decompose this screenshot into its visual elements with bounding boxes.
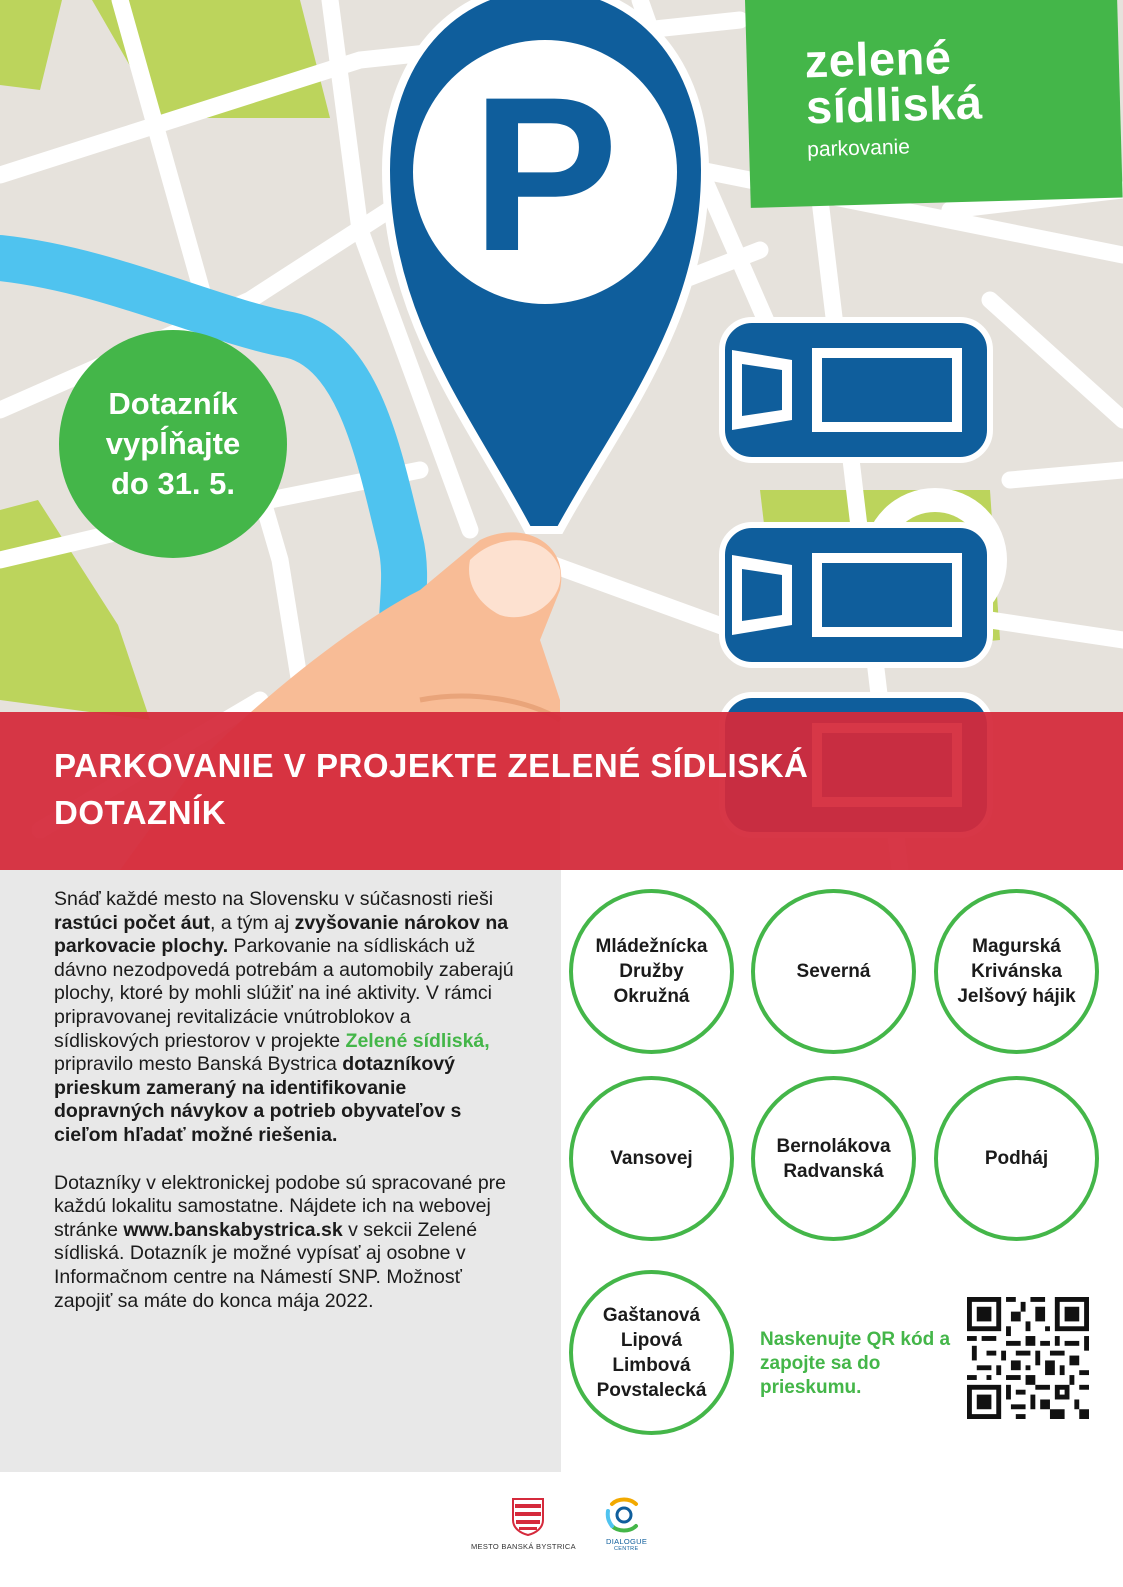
qr-call-to-action: Naskenujte QR kód a zapojte sa do prieskumu. xyxy=(760,1329,951,1398)
qr-code-icon[interactable] xyxy=(967,1297,1089,1419)
location-circle xyxy=(569,1076,734,1241)
banner-title-line1: PARKOVANIE V PROJEKTE ZELENÉ SÍDLISKÁ xyxy=(54,747,809,784)
website-link[interactable]: www.banskabystrica.sk xyxy=(123,1218,343,1241)
project-name-highlight: Zelené sídliská, xyxy=(345,1029,490,1052)
banner-title-line2: DOTAZNÍK xyxy=(54,794,227,831)
location-circle xyxy=(569,889,734,1054)
dialogue-centre-logo-icon xyxy=(604,1496,644,1534)
brand-subtitle: parkovanie xyxy=(806,135,911,162)
brand-badge xyxy=(745,0,1123,208)
intro-text: v sekcii Zelené sídliská. Dotazník je možné vypísať aj osobne v Informačnom centre na Námestí SNP. Možnosť zapojiť sa máte do konca mája 2022. xyxy=(54,1218,478,1312)
location-label: Bernolákova Radvanská xyxy=(776,1135,891,1182)
intro-highlight: zvyšovanie nárokov na parkovacie plochy. xyxy=(54,911,509,958)
location-circle xyxy=(751,1076,916,1241)
brand-title-line1: zelené xyxy=(803,30,953,88)
car-icon xyxy=(722,525,990,665)
park-patch xyxy=(0,0,62,90)
deadline-line2: vypĺňajte xyxy=(105,426,241,461)
intro-paragraph-2 xyxy=(54,1172,521,1314)
location-circle xyxy=(751,889,916,1054)
location-label: Severná xyxy=(796,961,871,982)
intro-highlight: dotazníkový prieskum zameraný na identifikovanie dopravných návykov a potrieb obyvateľov s cieľom hľadať možné riešenia. xyxy=(54,1053,462,1146)
intro-text: , a tým aj xyxy=(210,911,295,934)
intro-text: Dotazníky v elektronickej podobe sú spracované pre každú lokalitu samostatne. Nájdete ich na webovej stránke xyxy=(54,1171,507,1241)
location-circle xyxy=(934,1076,1099,1241)
intro-highlight: rastúci počet áut xyxy=(54,911,211,934)
location-label: Mládežnícka Družby Okružná xyxy=(595,936,708,1007)
intro-text: Snáď každé mesto na Slovensku v súčasnosti rieši xyxy=(54,888,494,910)
location-circle xyxy=(569,1270,734,1435)
location-circle xyxy=(934,889,1099,1054)
intro-text: pripravilo mesto Banská Bystrica xyxy=(54,1053,343,1076)
location-label: Magurská Krivánska Jelšový hájik xyxy=(957,936,1076,1007)
intro-paragraph-1 xyxy=(54,888,521,1148)
deadline-line3: do 31. 5. xyxy=(110,466,236,501)
location-label: Podháj xyxy=(984,1148,1049,1169)
intro-text-panel xyxy=(0,870,561,1472)
car-icon xyxy=(722,320,990,460)
city-logo-caption: MESTO BANSKÁ BYSTRICA xyxy=(471,1542,576,1551)
brand-title-line2: sídliská xyxy=(805,75,984,134)
partner-logo-caption: DIALOGUE xyxy=(606,1537,648,1546)
intro-text: Parkovanie na sídliskách už dávno nezodpovedá potrebám a automobily zaberajú plochy, ktoré by mohli slúžiť na iné aktivity. V rámci pripravovanej revitalizácie vnútroblokov a sídliskových priestorov v projekte xyxy=(54,935,514,1052)
city-coat-of-arms-icon xyxy=(512,1498,544,1536)
partner-logo-caption-line2: CENTRE xyxy=(614,1546,639,1552)
pin-letter: P xyxy=(471,51,619,297)
location-label: Vansovej xyxy=(610,1148,693,1169)
deadline-badge xyxy=(59,330,287,558)
location-label: Gaštanová Lipová Limbová Povstalecká xyxy=(596,1304,707,1401)
title-banner xyxy=(0,712,1123,870)
deadline-line1: Dotazník xyxy=(108,386,238,421)
